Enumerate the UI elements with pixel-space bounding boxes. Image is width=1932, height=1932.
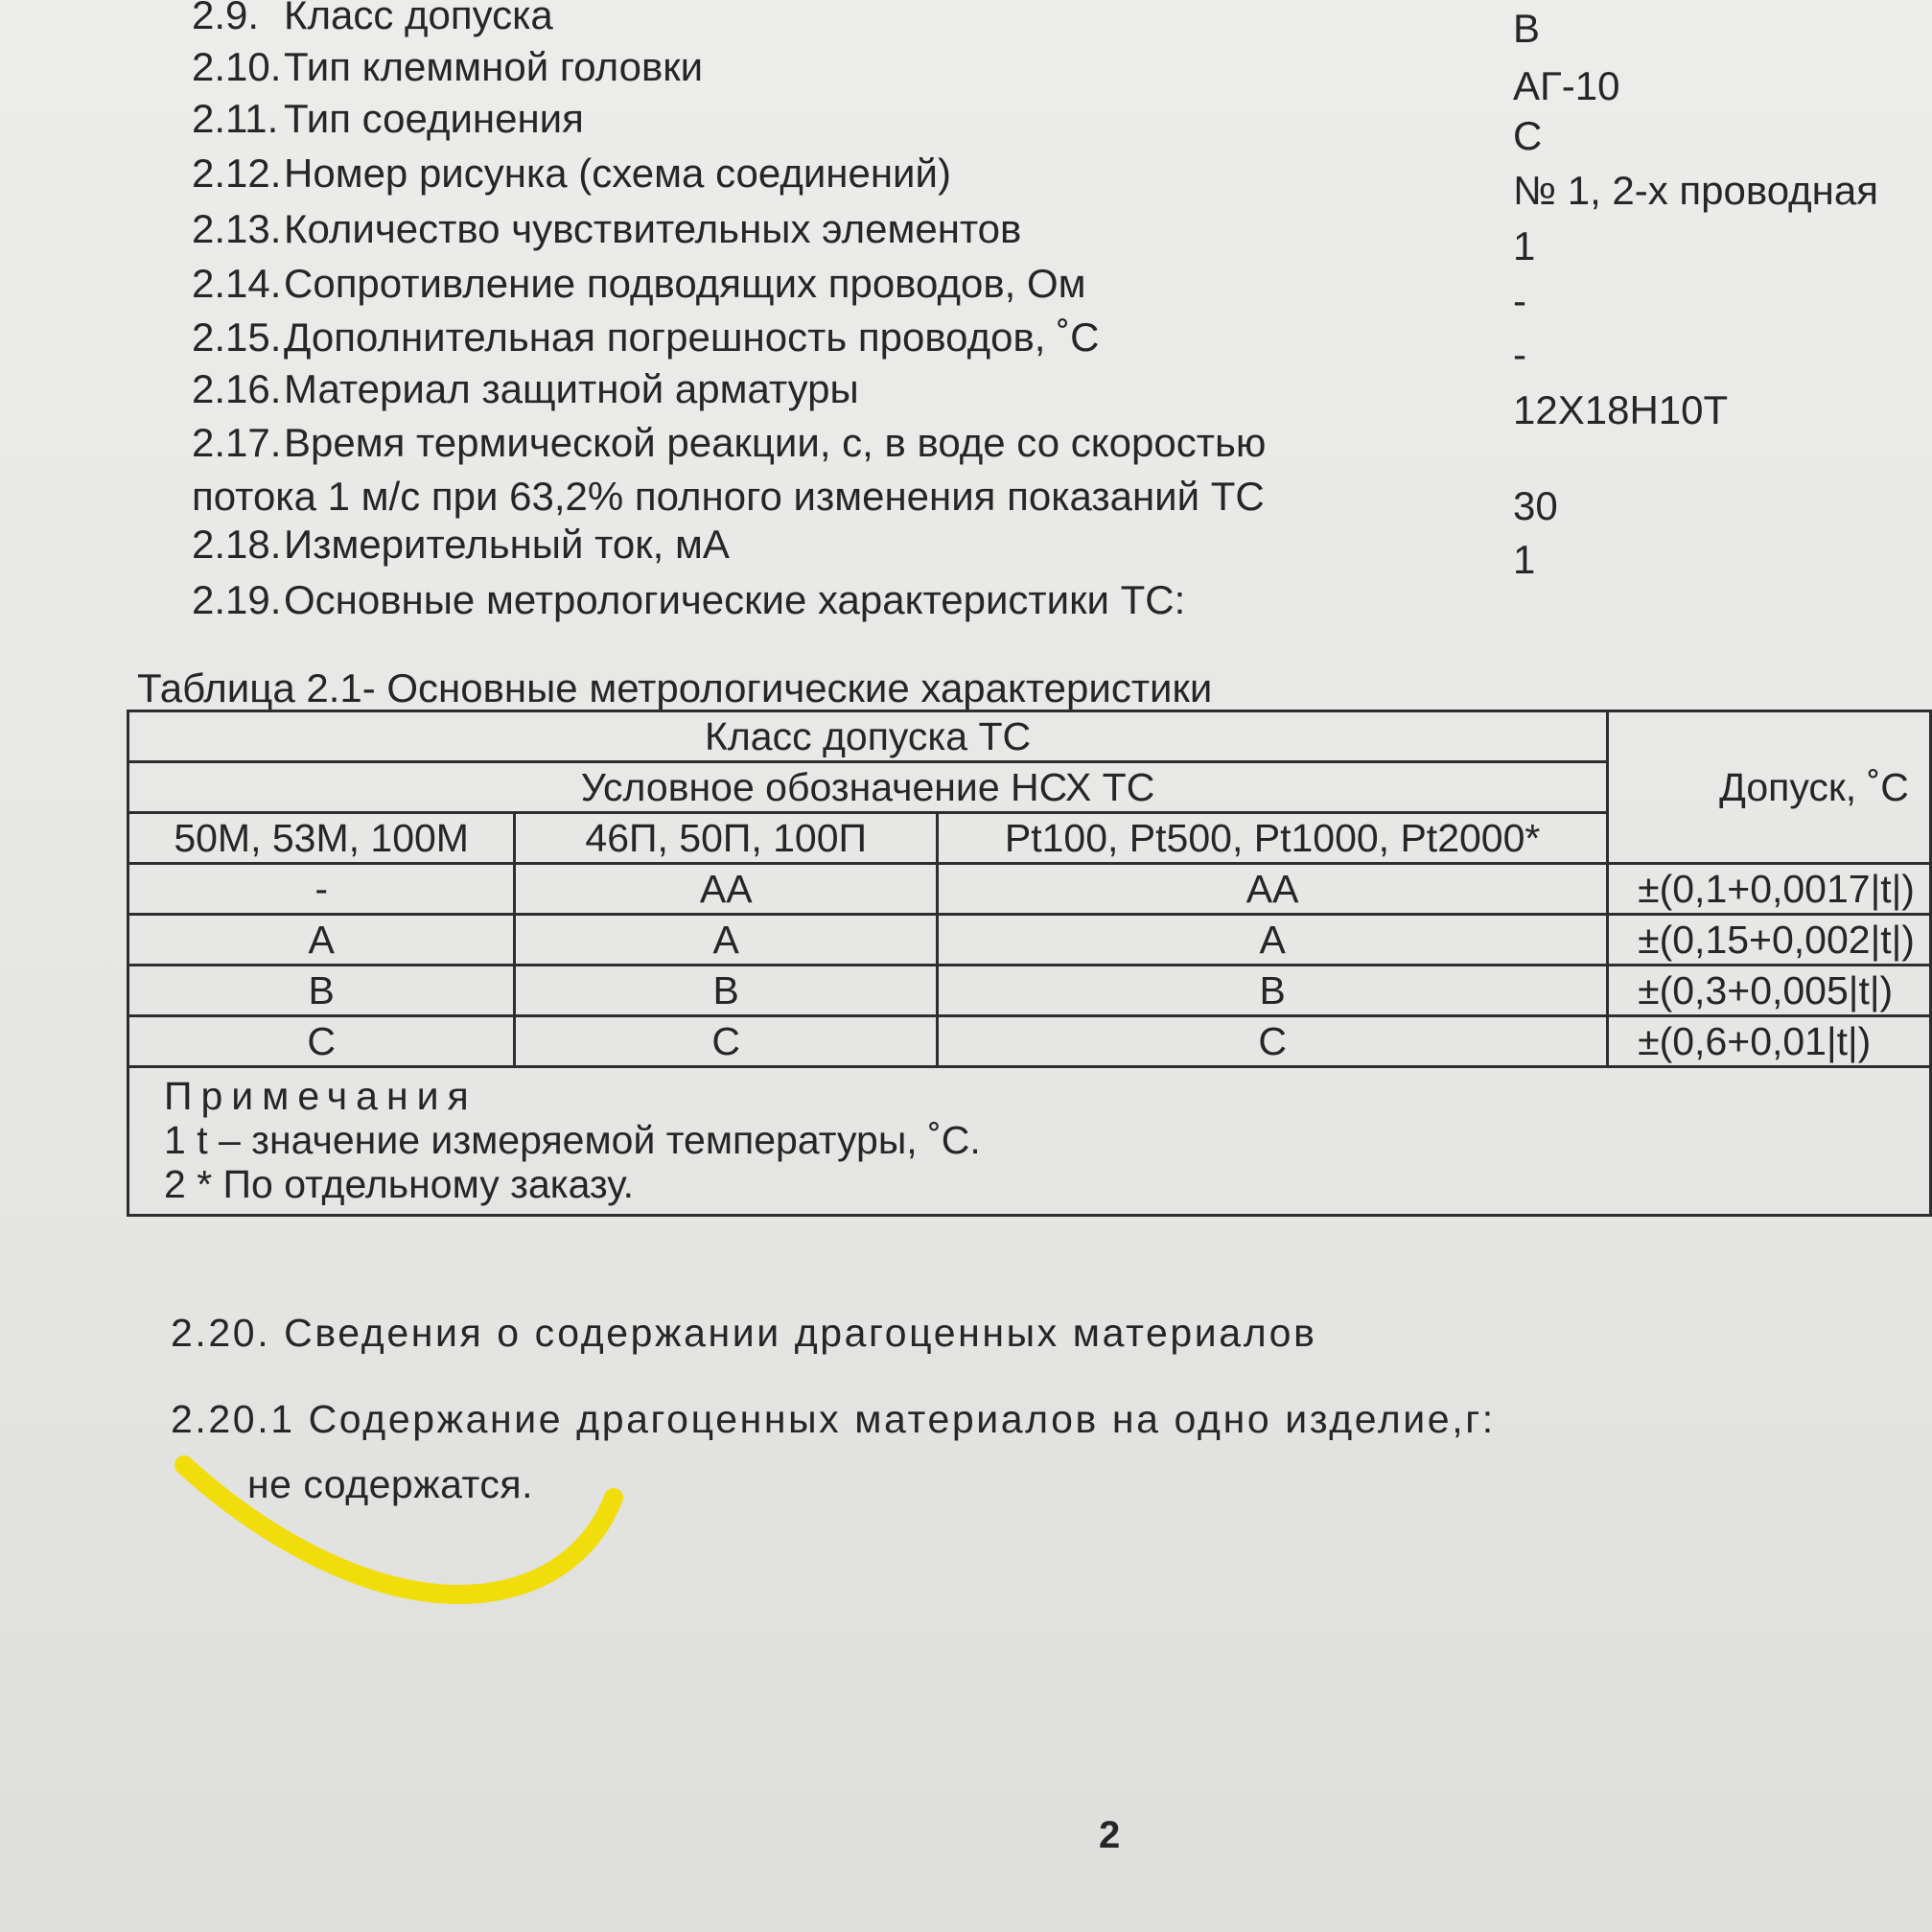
- table-cell: А: [938, 915, 1608, 966]
- spec-number: 2.9.: [192, 0, 260, 37]
- spec-label: Сопротивление подводящих проводов, Ом: [284, 261, 1086, 306]
- spec-number: 2.11.: [192, 96, 279, 141]
- header-nsh: Условное обозначение НСХ ТС: [128, 762, 1608, 813]
- table-cell: АА: [515, 864, 938, 915]
- spec-label: Тип соединения: [284, 96, 584, 141]
- spec-value: АГ-10: [1513, 63, 1620, 108]
- table-cell: С: [128, 1016, 515, 1067]
- spec-number: 2.15.: [192, 314, 282, 360]
- note-item: 2 * По отдельному заказу.: [164, 1162, 635, 1206]
- section-subheading: 2.20.1 Содержание драгоценных материалов на одно изделие,г:: [171, 1397, 1496, 1441]
- spec-number: 2.16.: [192, 366, 282, 411]
- column-header: 46П, 50П, 100П: [515, 813, 938, 864]
- spec-label: Основные метрологические характеристики ТС:: [284, 577, 1186, 622]
- spec-number: 2.14.: [192, 261, 282, 306]
- spec-label: Материал защитной арматуры: [284, 366, 859, 411]
- note-item: 1 t – значение измеряемой температуры, ˚С.: [164, 1118, 981, 1162]
- table-cell: А: [515, 915, 938, 966]
- spec-value: В: [1513, 6, 1541, 51]
- table-cell: С: [938, 1016, 1608, 1067]
- spec-number: 2.18.: [192, 522, 282, 567]
- precious-materials-answer: не содержатся.: [247, 1462, 533, 1506]
- spec-value: С: [1513, 113, 1543, 158]
- spec-number: 2.17.: [192, 420, 282, 465]
- table-cell: АА: [938, 864, 1608, 915]
- spec-number: 2.13.: [192, 206, 282, 251]
- tolerance-cell: ±(0,1+0,0017|t|): [1608, 864, 1931, 915]
- spec-value: 1: [1513, 223, 1536, 268]
- spec-value: -: [1513, 332, 1526, 377]
- table-cell: В: [515, 966, 938, 1016]
- header-tolerance: Допуск, ˚С: [1608, 711, 1931, 864]
- spec-label: Время термической реакции, с, в воде со скоростью: [284, 420, 1267, 465]
- column-header: 50М, 53М, 100М: [128, 813, 515, 864]
- spec-value: -: [1513, 278, 1526, 323]
- table-caption: Таблица 2.1- Основные метрологические характеристики: [137, 665, 1213, 710]
- spec-label: Количество чувствительных элементов: [284, 206, 1022, 251]
- header-class: Класс допуска ТС: [128, 711, 1608, 762]
- tolerance-cell: ±(0,6+0,01|t|): [1608, 1016, 1931, 1067]
- tolerance-cell: ±(0,3+0,005|t|): [1608, 966, 1931, 1016]
- spec-label: Класс допуска: [284, 0, 553, 37]
- table-cell: -: [128, 864, 515, 915]
- spec-value: 1: [1513, 537, 1536, 582]
- spec-number: 2.10.: [192, 44, 282, 89]
- page-number: 2: [1099, 1814, 1121, 1856]
- column-header: Pt100, Pt500, Pt1000, Pt2000*: [938, 813, 1608, 864]
- spec-value: № 1, 2-х проводная: [1513, 168, 1878, 213]
- table-cell: В: [938, 966, 1608, 1016]
- spec-label: Тип клеммной головки: [284, 44, 704, 89]
- spec-label: Дополнительная погрешность проводов, ˚С: [284, 314, 1100, 360]
- spec-value: 30: [1513, 483, 1558, 528]
- table-cell: А: [128, 915, 515, 966]
- table-cell: С: [515, 1016, 938, 1067]
- spec-label: Измерительный ток, мА: [284, 522, 730, 567]
- section-heading: 2.20. Сведения о содержании драгоценных материалов: [171, 1311, 1317, 1355]
- tolerance-cell: ±(0,15+0,002|t|): [1608, 915, 1931, 966]
- highlighter-stroke: [184, 1465, 614, 1594]
- notes-title: Примечания: [164, 1074, 477, 1118]
- spec-number: 2.19.: [192, 577, 282, 622]
- spec-label: Номер рисунка (схема соединений): [284, 151, 951, 196]
- table-cell: В: [128, 966, 515, 1016]
- spec-label-continuation: потока 1 м/с при 63,2% полного изменения показаний ТС: [192, 474, 1265, 519]
- spec-value: 12Х18Н10Т: [1513, 387, 1729, 432]
- spec-number: 2.12.: [192, 151, 282, 196]
